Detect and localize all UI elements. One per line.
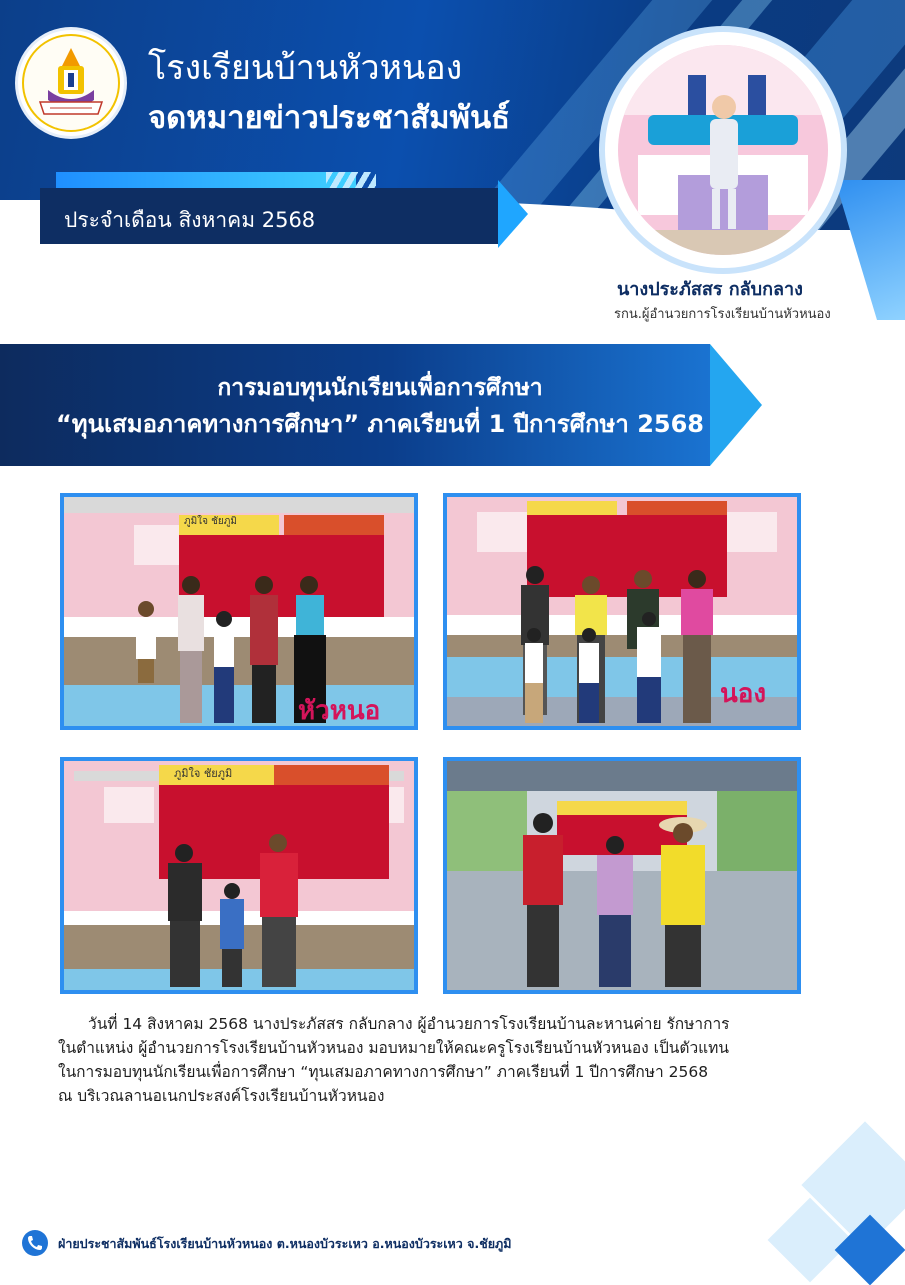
photo-3 — [60, 757, 418, 994]
body-line-1: วันที่ 14 สิงหาคม 2568 นางประภัสสร กลับกลาง ผู้อำนวยการโรงเรียนบ้านละหานค่าย รักษาการ — [88, 1015, 730, 1033]
body-line-2: ในตำแหน่ง ผู้อำนวยการโรงเรียนบ้านหัวหนอง มอบหมายให้คณะครูโรงเรียนบ้านหัวหนอง เป็นตัวแทน — [58, 1039, 729, 1057]
month-arrow — [498, 180, 528, 248]
footer-text: ฝ่ายประชาสัมพันธ์โรงเรียนบ้านหัวหนอง ต.หนองบัวระเหว อ.หนองบัวระเหว จ.ชัยภูมิ — [58, 1236, 512, 1251]
month-label: ประจำเดือน สิงหาคม 2568 — [64, 208, 316, 232]
banner-title-line2: “ทุนเสมอภาคทางการศึกษา” ภาคเรียนที่ 1 ปีการศึกษา 2568 — [55, 410, 705, 438]
director-role: รกน.ผู้อำนวยการโรงเรียนบ้านหัวหนอง — [614, 307, 831, 322]
photo-1-sign: ภูมิใจ ชัยภูมิ — [184, 516, 237, 527]
director-name: นางประภัสสร กลับกลาง — [617, 279, 803, 300]
school-name: โรงเรียนบ้านหัวหนอง — [148, 48, 463, 88]
photo-1-floor-text: หัวหนอ — [298, 696, 381, 726]
school-logo — [18, 30, 124, 136]
body-line-4: ณ บริเวณลานอเนกประสงค์โรงเรียนบ้านหัวหนอง — [58, 1087, 385, 1105]
photo-2-floor-text: นอง — [720, 679, 767, 709]
photo-4 — [443, 757, 801, 994]
body-line-3: ในการมอบทุนนักเรียนเพื่อการศึกษา “ทุนเสมอภาคทางการศึกษา” ภาคเรียนที่ 1 ปีการศึกษา 2568 — [58, 1063, 709, 1081]
phone-icon — [22, 1230, 48, 1256]
body-paragraph — [58, 1012, 838, 1108]
director-photo — [618, 45, 828, 255]
banner-title-line1: การมอบทุนนักเรียนเพื่อการศึกษา — [217, 375, 543, 401]
photo-3-sign: ภูมิใจ ชัยภูมิ — [174, 767, 233, 780]
newsletter-title: จดหมายข่าวประชาสัมพันธ์ — [148, 100, 511, 136]
